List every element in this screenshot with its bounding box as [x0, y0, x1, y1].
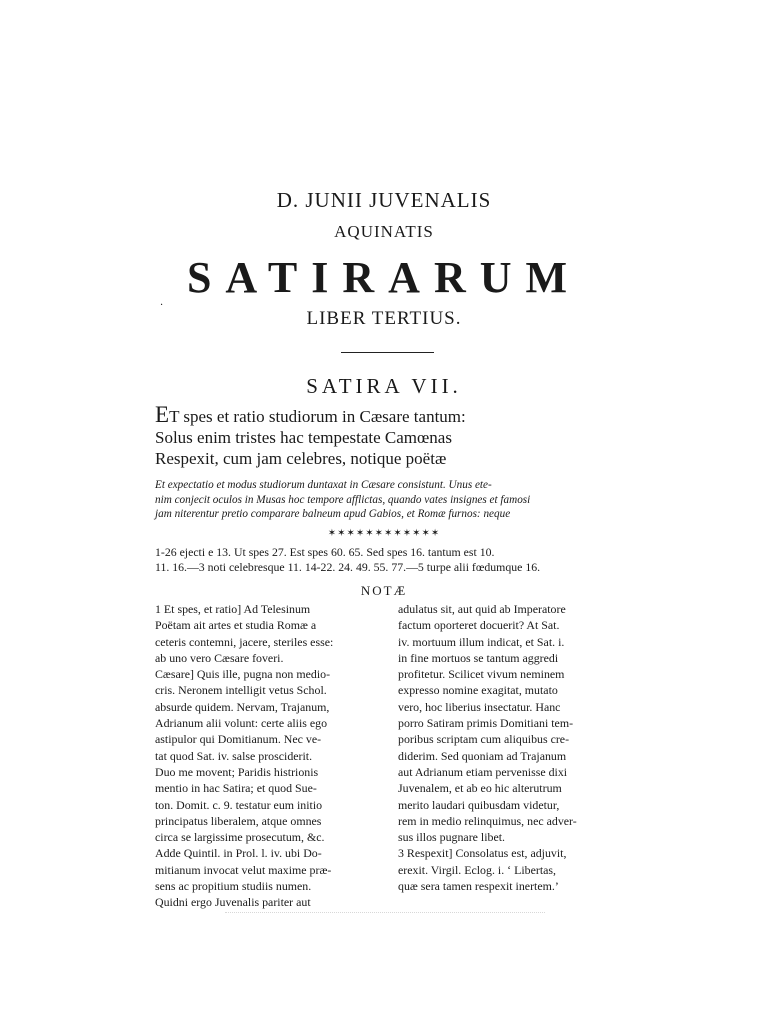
- note-line: in fine mortuos se tantum aggredi: [398, 650, 559, 665]
- verse-text: [155, 404, 625, 469]
- note-line: Quidni ergo Juvenalis pariter aut: [155, 895, 311, 910]
- note-line: principatus liberalem, atque omnes: [155, 813, 322, 828]
- note-line: 3 Respexit] Consolatus est, adjuvit,: [398, 846, 567, 861]
- stray-dot: ·: [160, 300, 164, 311]
- note-line: cris. Neronem intelligit vetus Schol.: [155, 683, 327, 698]
- work-title: SATIRARUM: [186, 253, 582, 302]
- note-line: mitianum invocat velut maxime præ-: [155, 862, 332, 877]
- note-line: sens ac propitium studiis numen.: [155, 879, 312, 894]
- note-line: porro Satiram primis Domitiani tem-: [398, 716, 574, 731]
- variant-readings: [155, 545, 625, 575]
- note-line: erexit. Virgil. Eclog. i. ‘ Libertas,: [398, 862, 557, 877]
- note-line: circa se largissime prosecutum, &c.: [155, 830, 325, 845]
- note-line: Adrianum alii volunt: certe aliis ego: [155, 716, 328, 731]
- note-line: poribus scriptam cum aliquibus cre-: [398, 732, 570, 747]
- note-line: Duo me movent; Paridis histrionis: [155, 764, 319, 779]
- note-line: astipulor qui Domitianum. Nec ve-: [155, 732, 322, 747]
- interpretatio-line: jam niterentur pretio comparare balneum apud Gabios, et Romæ furnos: neque: [155, 508, 511, 520]
- drop-cap: E: [155, 402, 170, 427]
- note-line: quæ sera tamen respexit inertem.’: [398, 879, 559, 894]
- ornament-separator: ✶✶✶✶✶✶✶✶✶✶✶✶: [327, 528, 441, 539]
- variant-line: 1-26 ejecti e 13. Ut spes 27. Est spes 60. 65. Sed spes 16. tantum est 10.: [155, 545, 495, 559]
- note-line: Cæsare] Quis ille, pugna non medio-: [155, 667, 331, 682]
- interpretatio-block: [155, 478, 625, 522]
- note-line: 1 Et spes, et ratio] Ad Telesinum: [155, 602, 311, 616]
- book-title: LIBER TERTIUS.: [306, 308, 462, 329]
- note-line: Poëtam ait artes et studia Romæ a: [155, 618, 317, 633]
- note-line: adulatus sit, aut quid ab Imperatore: [398, 602, 566, 616]
- note-line: ceteris contemni, jacere, steriles esse:: [155, 634, 334, 649]
- note-line: rem in medio relinquimus, nec adver-: [398, 813, 577, 828]
- note-line: factum oporteret docuerit? At Sat.: [398, 618, 560, 633]
- note-line: iv. mortuum illum indicat, et Sat. i.: [398, 634, 565, 649]
- note-line: Adde Quintil. in Prol. l. iv. ubi Do-: [155, 846, 322, 861]
- note-line: mentio in hac Satira; et quod Sue-: [155, 781, 317, 796]
- interpretatio-line: Et expectatio et modus studiorum duntaxat in Cæsare consistunt. Unus ete-: [155, 479, 492, 491]
- note-line: merito laudari quibusdam videtur,: [398, 797, 560, 812]
- verse-line: Solus enim tristes hac tempestate Camœnas: [155, 428, 452, 447]
- verse-line-text: T spes et ratio studiorum in Cæsare tantum:: [169, 407, 466, 426]
- note-line: diderim. Sed quoniam ad Trajanum: [398, 748, 567, 763]
- note-line: vero, hoc liberius insectatur. Hanc: [398, 699, 561, 714]
- notes-column-right: [398, 601, 630, 894]
- note-line: profitetur. Scilicet vivum neminem: [398, 667, 565, 682]
- interpretatio-line: nim conjecit oculos in Musas hoc tempore afflictas, quando vates insignes et famosi: [155, 493, 531, 506]
- verse-line: [155, 404, 625, 427]
- note-line: aut Adrianum etiam pervenisse dixi: [398, 764, 568, 779]
- notes-column-left: [155, 601, 387, 911]
- note-line: ab uno vero Cæsare foveri.: [155, 650, 284, 665]
- faint-bleedthrough-line: [225, 912, 545, 919]
- note-line: absurde quidem. Nervam, Trajanum,: [155, 699, 330, 714]
- title-rule: [341, 352, 434, 353]
- author-origin-heading: AQUINATIS: [334, 222, 434, 241]
- satire-heading: SATIRA VII.: [306, 374, 462, 398]
- note-line: tat quod Sat. iv. salse prosciderit.: [155, 748, 313, 763]
- author-heading: D. JUNII JUVENALIS: [276, 188, 492, 212]
- notes-heading: NOTÆ: [360, 583, 408, 598]
- verse-line: Respexit, cum jam celebres, notique poëtæ: [155, 449, 447, 468]
- note-line: Juvenalem, et ab eo hic alterutrum: [398, 781, 562, 796]
- note-line: expresso nomine exagitat, mutato: [398, 683, 558, 698]
- note-line: sus illos pugnare libet.: [398, 830, 506, 845]
- note-line: ton. Domit. c. 9. testatur eum initio: [155, 797, 323, 812]
- variant-line: 11. 16.—3 noti celebresque 11. 14-22. 24. 49. 55. 77.—5 turpe alii fœdumque 16.: [155, 560, 541, 574]
